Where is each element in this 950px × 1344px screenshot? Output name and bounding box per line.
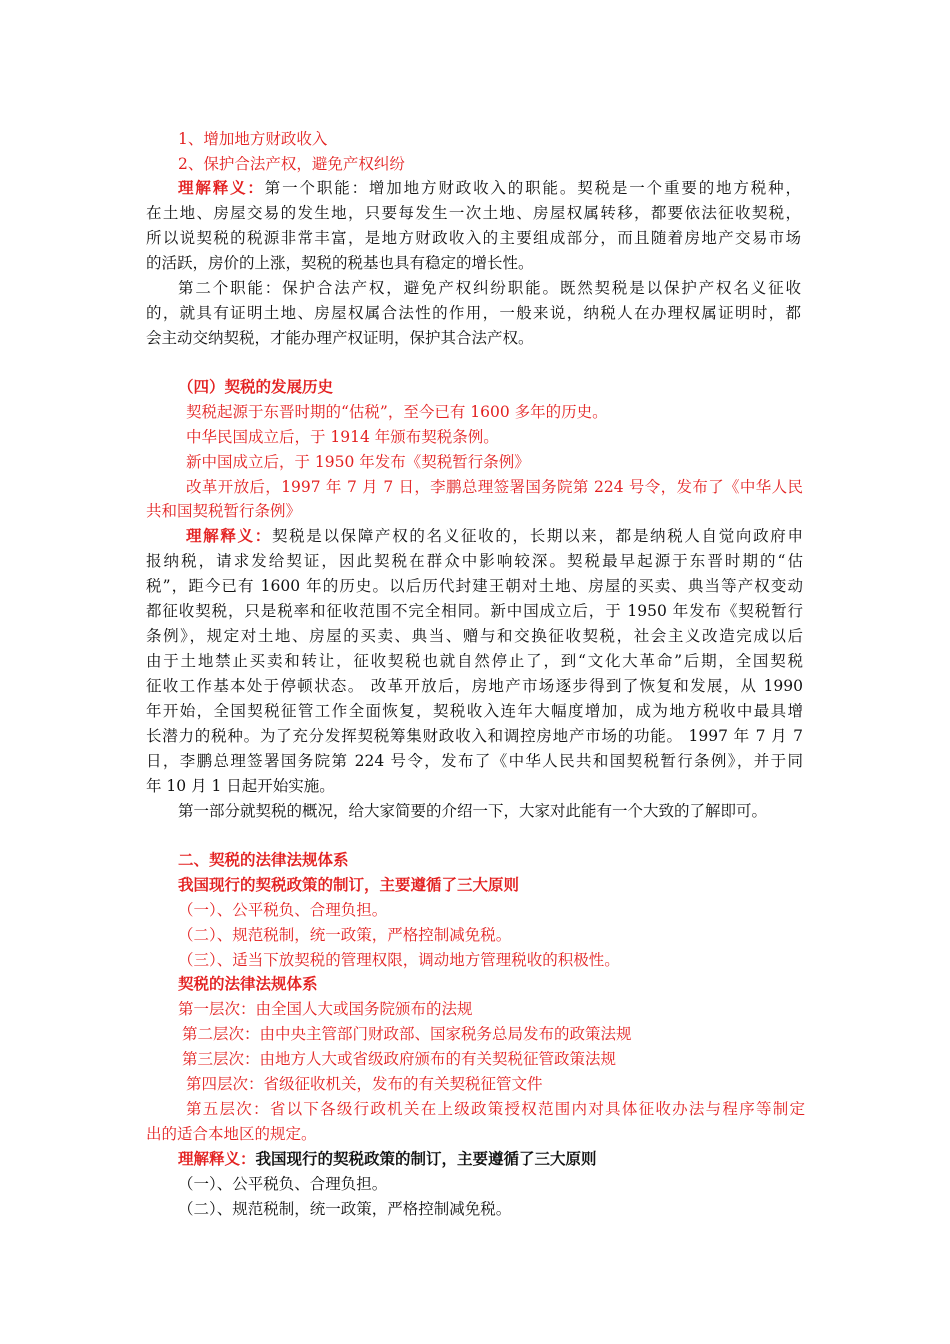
explanation-1-line-2: 在土地、房屋交易的发生地，只要每发生一次土地、房屋权属转移，都要依法征收契税， <box>146 204 801 222</box>
explanation-3-line-11: 年 10 月 1 日起开始实施。 <box>146 777 335 795</box>
principles-title: 我国现行的契税政策的制订，主要遵循了三大原则 <box>178 875 520 894</box>
explanation-2-line-2: 的，就具有证明土地、房屋权属合法性的作用，一般来说，纳税人在办理权属证明时，都 <box>146 304 801 322</box>
explanation-4-principle-1: （一）、公平税负、合理负担。 <box>178 1175 388 1193</box>
explanation-4-principle-2: （二）、规范税制，统一政策，严格控制减免税。 <box>178 1200 512 1218</box>
explanation-4-line-1: 理解释义：我国现行的契税政策的制订，主要遵循了三大原则 <box>178 1149 597 1168</box>
section-legal-system-heading: 二、契税的法律法规体系 <box>178 850 349 869</box>
level-1: 第一层次：由全国人大或国务院颁布的法规 <box>178 1000 473 1018</box>
explanation-3-line-1: 理解释义：契税是以保障产权的名义征收的，长期以来，都是纳税人自觉向政府申 <box>186 526 803 545</box>
legal-system-title: 契税的法律法规体系 <box>178 974 318 993</box>
history-item-1: 契税起源于东晋时期的“估税”，至今已有 1600 多年的历史。 <box>186 403 608 421</box>
item-increase-revenue: 1、增加地方财政收入 <box>178 130 328 148</box>
explanation-3-line-4: 都征收契税，只是税率和征收范围不完全相同。新中国成立后，于 1950 年发布《契税暂行 <box>146 602 803 620</box>
history-item-4: 改革开放后，1997 年 7 月 7 日，李鹏总理签署国务院第 224 号令，发布了《中华人民 <box>186 478 803 496</box>
section-history-heading: （四）契税的发展历史 <box>178 377 334 396</box>
level-5: 第五层次：省以下各级行政机关在上级政策授权范围内对具体征收办法与程序等制定 <box>186 1100 805 1118</box>
explanation-1-line-1: 理解释义：第一个职能：增加地方财政收入的职能。契税是一个重要的地方税种， <box>178 178 801 197</box>
level-4: 第四层次：省级征收机关，发布的有关契税征管文件 <box>186 1075 543 1093</box>
explanation-3-line-8: 年开始，全国契税征管工作全面恢复，契税收入连年大幅度增加，成为地方税收中最具增 <box>146 702 803 720</box>
history-item-4-cont: 共和国契税暂行条例》 <box>146 502 302 520</box>
explanation-label: 理解释义： <box>178 178 265 197</box>
level-2: 第二层次：由中央主管部门财政部、国家税务总局发布的政策法规 <box>182 1025 632 1043</box>
explanation-2-line-1: 第二个职能：保护合法产权，避免产权纠纷职能。既然契税是以保护产权名义征收 <box>178 279 801 297</box>
explanation-1-line-4: 的活跃，房价的上涨，契税的税基也具有稳定的增长性。 <box>146 254 534 272</box>
explanation-label: 理解释义： <box>186 526 272 545</box>
explanation-3-line-2: 报纳税，请求发给契证，因此契税在群众中影响较深。契税最早起源于东晋时期的“估 <box>146 552 803 570</box>
explanation-3-line-7: 征收工作基本处于停顿状态。 改革开放后，房地产市场逐步得到了恢复和发展，从 1990 <box>146 677 803 695</box>
explanation-label: 理解释义： <box>178 1149 256 1168</box>
principle-3: （三）、适当下放契税的管理权限，调动地方管理税收的积极性。 <box>178 951 620 969</box>
principle-2: （二）、规范税制，统一政策，严格控制减免税。 <box>178 926 512 944</box>
principle-1: （一）、公平税负、合理负担。 <box>178 901 388 919</box>
summary-paragraph: 第一部分就契税的概况，给大家简要的介绍一下，大家对此能有一个大致的了解即可。 <box>178 802 768 820</box>
explanation-3-line-3: 税”，距今已有 1600 年的历史。以后历代封建王朝对土地、房屋的买卖、典当等产权变动 <box>146 577 803 595</box>
history-item-3: 新中国成立后，于 1950 年发布《契税暂行条例》 <box>186 453 530 471</box>
explanation-3-line-10: 日，李鹏总理签署国务院第 224 号令，发布了《中华人民共和国契税暂行条例》，并于同 <box>146 752 803 770</box>
explanation-1-line-3: 所以说契税的税源非常丰富，是地方财政收入的主要组成部分，而且随着房地产交易市场 <box>146 229 801 247</box>
level-3: 第三层次：由地方人大或省级政府颁布的有关契税征管政策法规 <box>182 1050 617 1068</box>
history-item-2: 中华民国成立后，于 1914 年颁布契税条例。 <box>186 428 499 446</box>
explanation-3-line-9: 长潜力的税种。为了充分发挥契税筹集财政收入和调控房地产市场的功能。 1997 年 7 月 7 <box>146 727 803 745</box>
explanation-2-line-3: 会主动交纳契税，才能办理产权证明，保护其合法产权。 <box>146 329 534 347</box>
level-5-cont: 出的适合本地区的规定。 <box>146 1125 317 1143</box>
item-protect-property: 2、保护合法产权，避免产权纠纷 <box>178 155 405 173</box>
explanation-3-line-5: 条例》，规定对土地、房屋的买卖、典当、赠与和交换征收契税，社会主义改造完成以后 <box>146 627 803 645</box>
explanation-3-line-6: 由于土地禁止买卖和转让，征收契税也就自然停止了，到“文化大革命”后期，全国契税 <box>146 652 803 670</box>
